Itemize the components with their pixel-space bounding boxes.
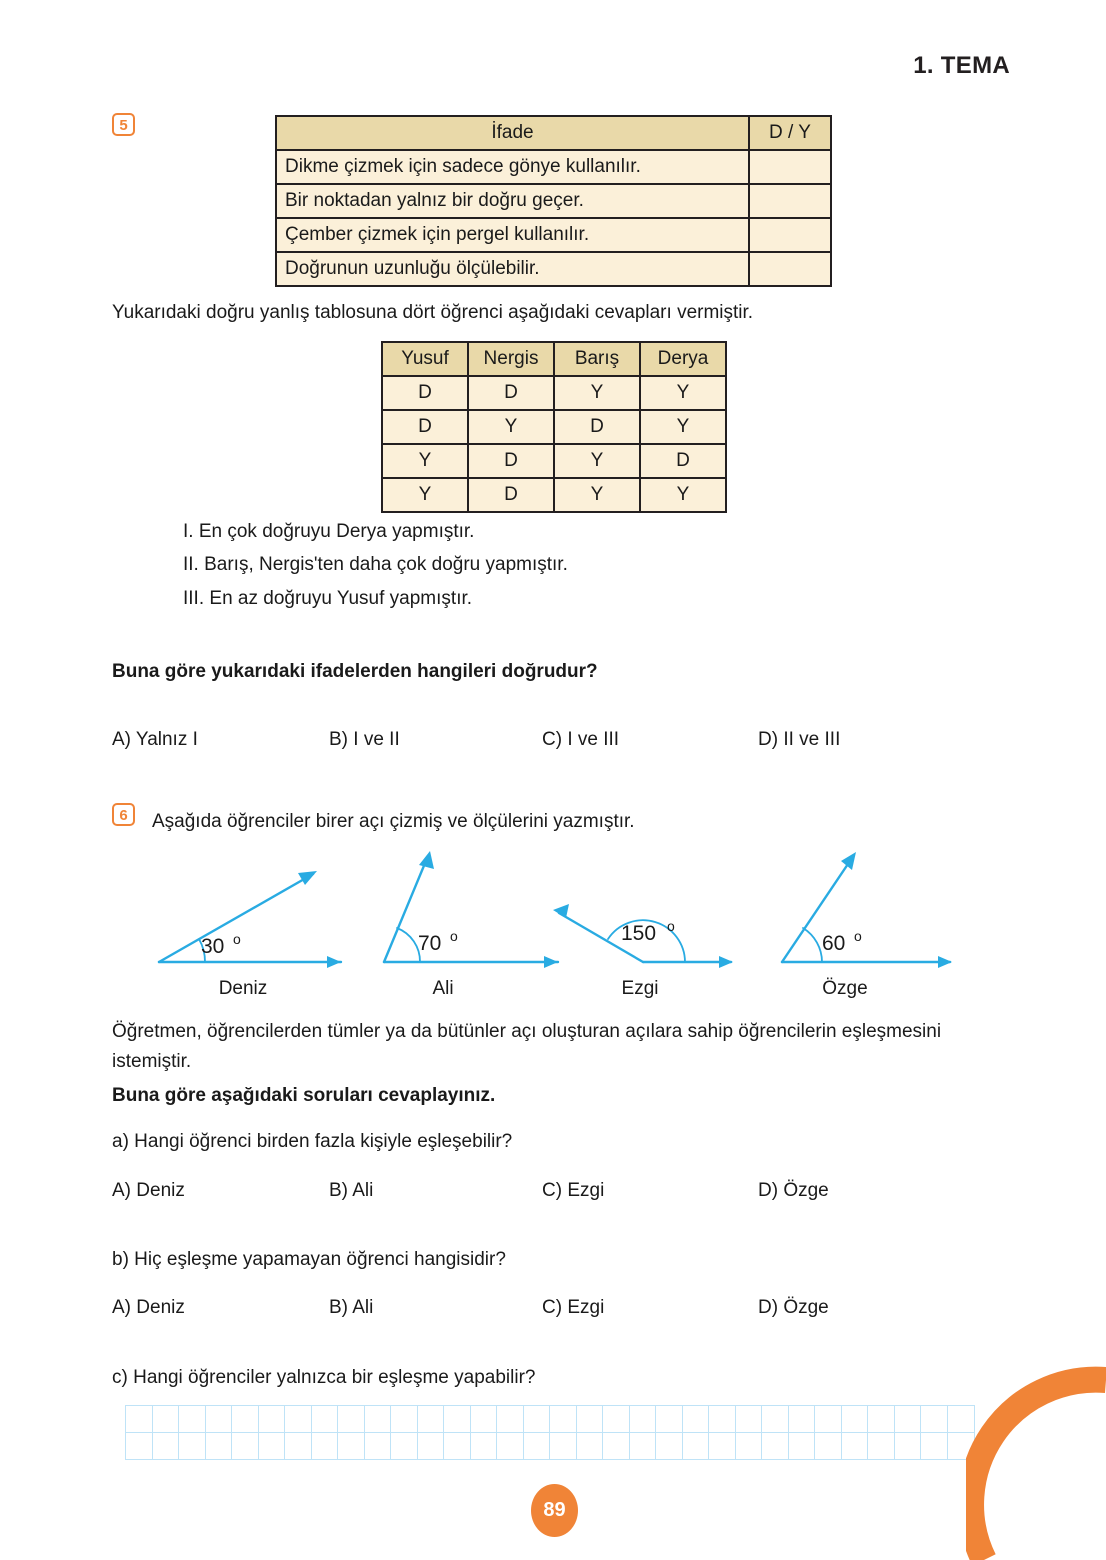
grid-cell[interactable] xyxy=(311,1432,339,1460)
grid-cell[interactable] xyxy=(549,1432,577,1460)
grid-cell[interactable] xyxy=(576,1432,604,1460)
roman-statement-i: I. En çok doğruyu Derya yapmıştır. xyxy=(183,521,475,542)
grid-cell[interactable] xyxy=(337,1432,365,1460)
arrowhead-icon xyxy=(419,851,434,869)
grid-cell[interactable] xyxy=(788,1432,816,1460)
arrowhead-icon xyxy=(327,956,341,968)
roman-statement-iii: III. En az doğruyu Yusuf yapmıştır. xyxy=(183,588,473,609)
grid-cell[interactable] xyxy=(867,1405,895,1433)
answer-cell: Y xyxy=(640,410,726,444)
grid-cell[interactable] xyxy=(602,1432,630,1460)
grid-cell[interactable] xyxy=(284,1432,312,1460)
grid-cell[interactable] xyxy=(814,1405,842,1433)
answer-cell: Y xyxy=(554,478,640,512)
question6-intro-text: Aşağıda öğrenciler birer açı çizmiş ve ölçülerini yazmıştır. xyxy=(152,811,635,832)
answer-cell[interactable] xyxy=(749,218,831,252)
corner-arc-decoration xyxy=(966,1360,1106,1560)
grid-cell[interactable] xyxy=(523,1432,551,1460)
option-a[interactable]: A) Deniz xyxy=(112,1180,185,1201)
grid-cell[interactable] xyxy=(814,1432,842,1460)
angle-arc-icon xyxy=(803,928,822,962)
grid-cell[interactable] xyxy=(178,1405,206,1433)
grid-cell[interactable] xyxy=(947,1405,975,1433)
answer-cell: D xyxy=(468,376,554,410)
grid-cell[interactable] xyxy=(231,1405,259,1433)
student-answers-table xyxy=(381,341,727,513)
answer-cell: D xyxy=(468,444,554,478)
grid-cell[interactable] xyxy=(761,1432,789,1460)
question5-prompt: Buna göre yukarıdaki ifadelerden hangileri doğrudur? xyxy=(112,661,598,682)
question6-sub-a-text: a) Hangi öğrenci birden fazla kişiyle eşleşebilir? xyxy=(112,1131,513,1152)
roman-statement-ii: II. Barış, Nergis'ten daha çok doğru yapmıştır. xyxy=(183,554,568,575)
answer-cell: Y xyxy=(640,376,726,410)
grid-cell[interactable] xyxy=(231,1432,259,1460)
option-d[interactable]: D) Özge xyxy=(758,1180,829,1201)
grid-cell[interactable] xyxy=(867,1432,895,1460)
grid-cell[interactable] xyxy=(417,1432,445,1460)
answer-cell[interactable] xyxy=(749,150,831,184)
statement-cell: Çember çizmek için pergel kullanılır. xyxy=(276,218,749,252)
grid-cell[interactable] xyxy=(655,1405,683,1433)
page-number-badge: 89 xyxy=(531,1484,578,1537)
grid-cell[interactable] xyxy=(470,1432,498,1460)
angle-label-deniz: 30 xyxy=(201,935,225,958)
grid-cell[interactable] xyxy=(682,1432,710,1460)
grid-row[interactable] xyxy=(125,1432,973,1459)
column-header-baris: Barış xyxy=(554,342,640,376)
answer-cell: D xyxy=(554,410,640,444)
grid-cell[interactable] xyxy=(152,1432,180,1460)
degree-symbol-ozge: o xyxy=(854,928,862,944)
grid-cell[interactable] xyxy=(841,1432,869,1460)
table-row xyxy=(276,252,831,286)
answer-cell: Y xyxy=(640,478,726,512)
grid-cell[interactable] xyxy=(443,1432,471,1460)
figure-label-ozge: Özge xyxy=(822,978,868,999)
column-header-dy: D / Y xyxy=(749,116,831,150)
grid-cell[interactable] xyxy=(682,1405,710,1433)
grid-cell[interactable] xyxy=(205,1405,233,1433)
grid-cell[interactable] xyxy=(576,1405,604,1433)
page-title: 1. TEMA xyxy=(913,52,1010,79)
option-c[interactable]: C) Ezgi xyxy=(542,1297,605,1318)
answer-cell: Y xyxy=(468,410,554,444)
answer-cell: D xyxy=(468,478,554,512)
angle-label-ezgi: 150 xyxy=(621,922,657,945)
table-row xyxy=(382,478,726,512)
grid-cell[interactable] xyxy=(390,1405,418,1433)
table-row xyxy=(382,376,726,410)
grid-cell[interactable] xyxy=(417,1405,445,1433)
answer-cell: Y xyxy=(382,444,468,478)
grid-cell[interactable] xyxy=(735,1405,763,1433)
column-header-ifade: İfade xyxy=(276,116,749,150)
grid-cell[interactable] xyxy=(496,1405,524,1433)
grid-cell[interactable] xyxy=(735,1432,763,1460)
arrowhead-icon xyxy=(938,956,952,968)
grid-cell[interactable] xyxy=(178,1432,206,1460)
answer-cell: Y xyxy=(554,444,640,478)
statement-cell: Doğrunun uzunluğu ölçülebilir. xyxy=(276,252,749,286)
answer-cell: Y xyxy=(554,376,640,410)
grid-cell[interactable] xyxy=(152,1405,180,1433)
answer-cell[interactable] xyxy=(749,252,831,286)
grid-cell[interactable] xyxy=(390,1432,418,1460)
grid-cell[interactable] xyxy=(788,1405,816,1433)
grid-cell[interactable] xyxy=(708,1405,736,1433)
grid-cell[interactable] xyxy=(311,1405,339,1433)
grid-row[interactable] xyxy=(125,1405,973,1432)
grid-cell[interactable] xyxy=(258,1432,286,1460)
grid-cell[interactable] xyxy=(920,1432,948,1460)
grid-cell[interactable] xyxy=(364,1405,392,1433)
grid-cell[interactable] xyxy=(761,1405,789,1433)
table-row xyxy=(276,218,831,252)
angle-label-ozge: 60 xyxy=(822,932,846,955)
answer-cell: D xyxy=(640,444,726,478)
grid-cell[interactable] xyxy=(125,1432,153,1460)
statement-cell: Bir noktadan yalnız bir doğru geçer. xyxy=(276,184,749,218)
column-header-yusuf: Yusuf xyxy=(382,342,468,376)
table-header-row xyxy=(382,342,726,376)
arrowhead-icon xyxy=(553,904,569,918)
table-row xyxy=(382,444,726,478)
figure-label-ali: Ali xyxy=(432,978,454,999)
option-b[interactable]: B) I ve II xyxy=(329,729,400,750)
grid-cell[interactable] xyxy=(284,1405,312,1433)
answer-writing-grid[interactable] xyxy=(125,1405,973,1458)
option-a[interactable]: A) Deniz xyxy=(112,1297,185,1318)
arrowhead-icon xyxy=(841,852,856,870)
angled-ray-deniz xyxy=(159,874,313,962)
answer-cell: D xyxy=(382,376,468,410)
grid-cell[interactable] xyxy=(205,1432,233,1460)
grid-cell[interactable] xyxy=(337,1405,365,1433)
grid-cell[interactable] xyxy=(125,1405,153,1433)
question6-sub-c-text: c) Hangi öğrenciler yalnızca bir eşleşme yapabilir? xyxy=(112,1367,536,1388)
question6-prompt: Buna göre aşağıdaki soruları cevaplayınız. xyxy=(112,1085,496,1106)
option-b[interactable]: B) Ali xyxy=(329,1297,374,1318)
grid-cell[interactable] xyxy=(549,1405,577,1433)
arrowhead-icon xyxy=(298,871,317,885)
column-header-nergis: Nergis xyxy=(468,342,554,376)
table-row xyxy=(382,410,726,444)
grid-cell[interactable] xyxy=(841,1405,869,1433)
question5-intro-text: Yukarıdaki doğru yanlış tablosuna dört öğrenci aşağıdaki cevapları vermiştir. xyxy=(112,302,754,323)
table-row xyxy=(276,150,831,184)
statement-cell: Dikme çizmek için sadece gönye kullanılır. xyxy=(276,150,749,184)
degree-symbol-deniz: o xyxy=(233,931,241,947)
grid-cell[interactable] xyxy=(655,1432,683,1460)
answer-cell[interactable] xyxy=(749,184,831,218)
answer-cell: Y xyxy=(382,478,468,512)
arrowhead-icon xyxy=(719,956,733,968)
grid-cell[interactable] xyxy=(708,1432,736,1460)
degree-symbol-ali: o xyxy=(450,928,458,944)
grid-cell[interactable] xyxy=(496,1432,524,1460)
option-a[interactable]: A) Yalnız I xyxy=(112,729,198,750)
angle-label-ali: 70 xyxy=(418,932,442,955)
grid-cell[interactable] xyxy=(947,1432,975,1460)
grid-cell[interactable] xyxy=(894,1405,922,1433)
grid-cell[interactable] xyxy=(602,1405,630,1433)
statements-table xyxy=(275,115,832,287)
grid-cell[interactable] xyxy=(920,1405,948,1433)
grid-cell[interactable] xyxy=(523,1405,551,1433)
grid-cell[interactable] xyxy=(629,1432,657,1460)
grid-cell[interactable] xyxy=(894,1432,922,1460)
option-d[interactable]: D) Özge xyxy=(758,1297,829,1318)
grid-cell[interactable] xyxy=(443,1405,471,1433)
answer-cell: D xyxy=(382,410,468,444)
angle-arc-icon xyxy=(397,928,420,962)
teacher-instruction-text: Öğretmen, öğrencilerden tümler ya da bütünler açı oluşturan açılara sahip öğrencilerin eşleşmesini istemiştir. xyxy=(112,1021,942,1072)
table-row xyxy=(276,184,831,218)
grid-cell[interactable] xyxy=(629,1405,657,1433)
column-header-derya: Derya xyxy=(640,342,726,376)
degree-symbol-ezgi: o xyxy=(667,918,675,934)
question6-sub-b-text: b) Hiç eşleşme yapamayan öğrenci hangisidir? xyxy=(112,1249,506,1270)
grid-cell[interactable] xyxy=(364,1432,392,1460)
option-b[interactable]: B) Ali xyxy=(329,1180,374,1201)
figure-label-ezgi: Ezgi xyxy=(621,978,659,999)
question-number-badge-6: 6 xyxy=(112,803,135,826)
option-d[interactable]: D) II ve III xyxy=(758,729,841,750)
question-number-badge-5: 5 xyxy=(112,113,135,136)
grid-cell[interactable] xyxy=(470,1405,498,1433)
option-c[interactable]: C) Ezgi xyxy=(542,1180,605,1201)
grid-cell[interactable] xyxy=(258,1405,286,1433)
figure-label-deniz: Deniz xyxy=(218,978,268,999)
option-c[interactable]: C) I ve III xyxy=(542,729,620,750)
table-header-row xyxy=(276,116,831,150)
